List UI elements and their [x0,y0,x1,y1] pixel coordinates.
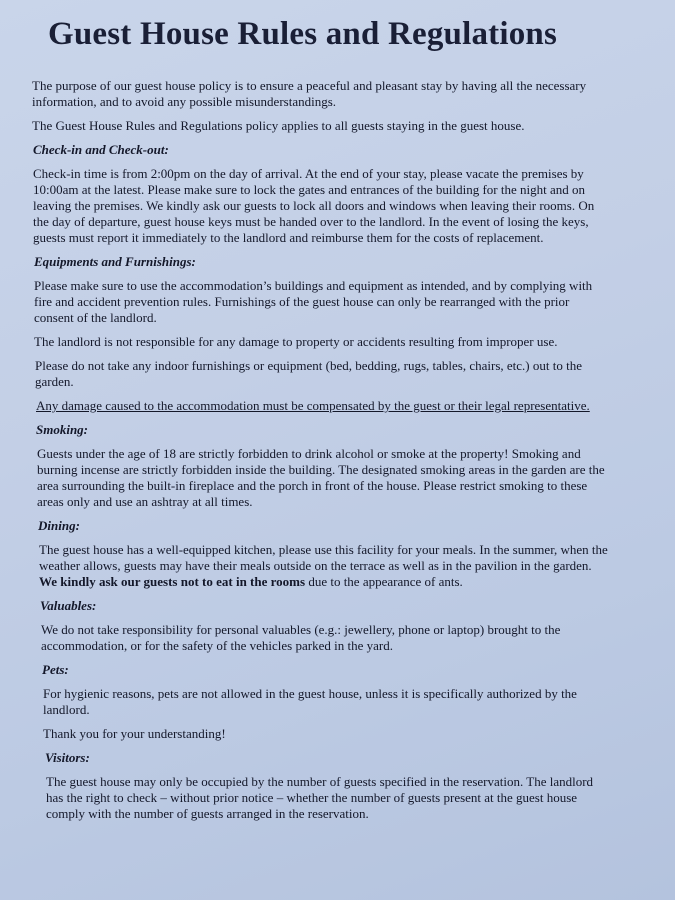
pets-text: For hygienic reasons, pets are not allowed in the guest house, unless it is specifically authorized by the landlord. [43,686,577,717]
visitors-heading: Visitors: [45,750,90,765]
equipment-heading: Equipments and Furnishings: [34,254,196,269]
equipment-text-3: Please do not take any indoor furnishings or equipment (bed, bedding, rugs, tables, chairs, etc.) out to the garden. [35,358,582,389]
smoking-heading: Smoking: [36,422,89,437]
equipment-text-2: The landlord is not responsible for any damage to property or accidents resulting from improper use. [34,334,558,349]
dining-text [39,542,609,590]
visitors-text: The guest house may only be occupied by the number of guests specified in the reservation. The landlord has the right to check – without prior notice – whether the number of guests present at the guest house comply with the number of guests arranged in the reservation. [46,774,594,821]
checkin-heading: Check-in and Check-out: [33,142,169,157]
equipment-text-4: Any damage caused to the accommodation must be compensated by the guest or their legal representative. [36,398,590,413]
equipment-text-1: Please make sure to use the accommodation’s buildings and equipment as intended, and by complying with fire and accident prevention rules. Furnishings of the guest house can only be rearranged with the prior consent of the landlord. [34,278,593,325]
dining-heading: Dining: [38,518,80,533]
checkin-text: Check-in time is from 2:00pm on the day of arrival. At the end of your stay, please vacate the premises by 10:00am at the latest. Please make sure to lock the gates and entrances of the building for the night and on leaving the premises. We kindly ask our guests to lock all doors and windows when leaving their rooms. On the day of departure, guest house keys must be handed over to the landlord. In the event of losing the keys, guests must report it immediately to the landlord and reimburse them for the costs of replacement. [33,166,595,245]
pets-heading: Pets: [42,662,69,677]
page-title: Guest House Rules and Regulations [48,16,558,52]
dining-text-b: due to the appearance of ants. [308,574,463,589]
smoking-text: Guests under the age of 18 are strictly forbidden to drink alcohol or smoke at the property! Smoking and burning incense are strictly forbidden inside the building. The designated smoking areas in the garden are the area surrounding the built-in fireplace and the porch in front of the house. Please restrict smoking to these areas only and use an ashtray at all times. [37,446,605,509]
pets-thanks: Thank you for your understanding! [43,726,226,741]
dining-text-bold: We kindly ask our guests not to eat in the rooms [39,574,306,589]
dining-text-a: The guest house has a well-equipped kitchen, please use this facility for your meals. In the summer, when the weather allows, guests may have their meals outside on the terrace as well as in the pavilion in the garden. [39,542,608,573]
intro-paragraph-1: The purpose of our guest house policy is to ensure a peaceful and pleasant stay by having all the necessary information, and to avoid any possible misunderstandings. [32,78,587,109]
valuables-heading: Valuables: [40,598,97,613]
valuables-text: We do not take responsibility for personal valuables (e.g.: jewellery, phone or laptop) brought to the accommodation, or for the safety of the vehicles parked in the yard. [41,622,561,653]
intro-paragraph-2: The Guest House Rules and Regulations policy applies to all guests staying in the guest house. [32,118,525,133]
